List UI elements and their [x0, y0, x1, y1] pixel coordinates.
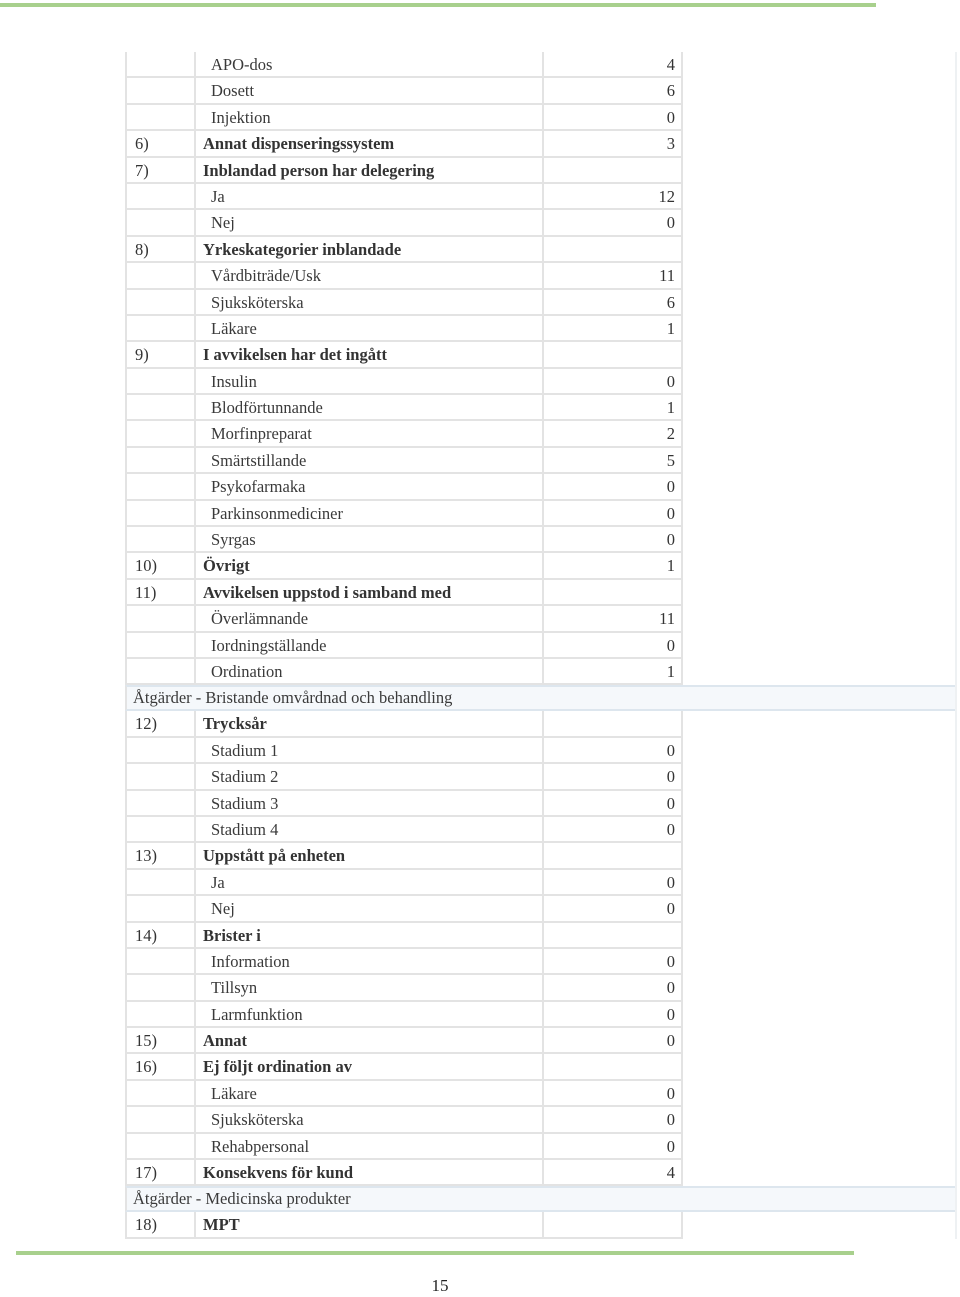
answer-label: Läkare — [196, 316, 544, 342]
question-label: Konsekvens för kund — [196, 1160, 544, 1186]
section-header — [125, 1186, 957, 1212]
answer-row — [125, 78, 957, 104]
answer-row — [125, 1134, 957, 1160]
row-number: 13) — [125, 843, 196, 869]
count-value: 3 — [544, 131, 683, 157]
answer-label: Psykofarmaka — [196, 474, 544, 500]
empty-cell — [683, 1160, 957, 1186]
answer-label: Överlämnande — [196, 606, 544, 632]
count-value: 0 — [544, 1002, 683, 1028]
count-value: 0 — [544, 949, 683, 975]
answer-row — [125, 817, 957, 843]
count-value: 5 — [544, 448, 683, 474]
row-number — [125, 1081, 196, 1107]
answer-label: Ja — [196, 870, 544, 896]
question-row — [125, 711, 957, 737]
empty-cell — [683, 553, 957, 579]
row-number — [125, 501, 196, 527]
empty-cell — [683, 290, 957, 316]
count-value: 1 — [544, 395, 683, 421]
answer-label: Nej — [196, 896, 544, 922]
answer-row — [125, 474, 957, 500]
empty-cell — [683, 527, 957, 553]
empty-cell — [683, 659, 957, 685]
row-number — [125, 369, 196, 395]
answer-label: Vårdbiträde/Usk — [196, 263, 544, 289]
count-value: 0 — [544, 975, 683, 1001]
section-header-label: Åtgärder - Medicinska produkter — [125, 1186, 957, 1212]
answer-row — [125, 659, 957, 685]
answer-row — [125, 1107, 957, 1133]
row-number: 18) — [125, 1212, 196, 1238]
row-number — [125, 606, 196, 632]
question-label: Brister i — [196, 923, 544, 949]
empty-cell — [683, 1212, 957, 1238]
count-value: 11 — [544, 263, 683, 289]
row-number — [125, 764, 196, 790]
count-value — [544, 843, 683, 869]
answer-row — [125, 501, 957, 527]
answer-row — [125, 369, 957, 395]
top-divider — [0, 3, 876, 7]
count-value: 0 — [544, 210, 683, 236]
empty-cell — [683, 1054, 957, 1080]
row-number: 17) — [125, 1160, 196, 1186]
row-number: 12) — [125, 711, 196, 737]
question-label: Yrkeskategorier inblandade — [196, 237, 544, 263]
empty-cell — [683, 448, 957, 474]
section-header — [125, 685, 957, 711]
count-value: 0 — [544, 1081, 683, 1107]
count-value — [544, 923, 683, 949]
empty-cell — [683, 1081, 957, 1107]
answer-row — [125, 791, 957, 817]
answer-row — [125, 949, 957, 975]
count-value: 4 — [544, 1160, 683, 1186]
answer-row — [125, 975, 957, 1001]
question-row — [125, 923, 957, 949]
empty-cell — [683, 184, 957, 210]
answer-label: Ordination — [196, 659, 544, 685]
row-number: 14) — [125, 923, 196, 949]
answer-label: Morfinpreparat — [196, 421, 544, 447]
question-label: Annat — [196, 1028, 544, 1054]
count-value: 0 — [544, 369, 683, 395]
empty-cell — [683, 975, 957, 1001]
count-value — [544, 1054, 683, 1080]
answer-label: Parkinsonmediciner — [196, 501, 544, 527]
answer-row — [125, 606, 957, 632]
answer-label: Iordningställande — [196, 633, 544, 659]
row-number: 15) — [125, 1028, 196, 1054]
row-number — [125, 1134, 196, 1160]
count-value: 0 — [544, 527, 683, 553]
answer-row — [125, 764, 957, 790]
answer-row — [125, 1002, 957, 1028]
empty-cell — [683, 633, 957, 659]
row-number: 9) — [125, 342, 196, 368]
question-row — [125, 580, 957, 606]
question-label: Trycksår — [196, 711, 544, 737]
empty-cell — [683, 421, 957, 447]
empty-cell — [683, 711, 957, 737]
empty-cell — [683, 580, 957, 606]
answer-label: Smärtstillande — [196, 448, 544, 474]
answer-label: Information — [196, 949, 544, 975]
question-row — [125, 237, 957, 263]
empty-cell — [683, 342, 957, 368]
answer-row — [125, 870, 957, 896]
empty-cell — [683, 131, 957, 157]
row-number — [125, 52, 196, 78]
answer-row — [125, 290, 957, 316]
answer-row — [125, 184, 957, 210]
answer-label: Ja — [196, 184, 544, 210]
row-number — [125, 105, 196, 131]
empty-cell — [683, 896, 957, 922]
count-value: 1 — [544, 659, 683, 685]
count-value — [544, 1212, 683, 1238]
row-number — [125, 975, 196, 1001]
question-row — [125, 158, 957, 184]
empty-cell — [683, 474, 957, 500]
count-value: 4 — [544, 52, 683, 78]
count-value: 11 — [544, 606, 683, 632]
question-row — [125, 1160, 957, 1186]
row-number — [125, 263, 196, 289]
row-number — [125, 1002, 196, 1028]
answer-row — [125, 263, 957, 289]
count-value: 0 — [544, 817, 683, 843]
count-value: 0 — [544, 1028, 683, 1054]
empty-cell — [683, 870, 957, 896]
answer-label: Blodförtunnande — [196, 395, 544, 421]
empty-cell — [683, 764, 957, 790]
empty-cell — [683, 316, 957, 342]
answer-row — [125, 421, 957, 447]
empty-cell — [683, 923, 957, 949]
question-label: Övrigt — [196, 553, 544, 579]
question-row — [125, 131, 957, 157]
empty-cell — [683, 843, 957, 869]
answer-row — [125, 633, 957, 659]
answer-label: Sjuksköterska — [196, 1107, 544, 1133]
row-number — [125, 448, 196, 474]
answer-label: Insulin — [196, 369, 544, 395]
count-value — [544, 711, 683, 737]
row-number — [125, 738, 196, 764]
answer-row — [125, 316, 957, 342]
row-number: 11) — [125, 580, 196, 606]
question-row — [125, 1212, 957, 1238]
page-number: 15 — [431, 1276, 449, 1295]
count-value: 6 — [544, 290, 683, 316]
answer-row — [125, 448, 957, 474]
count-value: 0 — [544, 501, 683, 527]
row-number — [125, 184, 196, 210]
empty-cell — [683, 1002, 957, 1028]
row-number: 6) — [125, 131, 196, 157]
question-label: Uppstått på enheten — [196, 843, 544, 869]
question-label: I avvikelsen har det ingått — [196, 342, 544, 368]
empty-cell — [683, 606, 957, 632]
count-value: 0 — [544, 474, 683, 500]
row-number — [125, 1107, 196, 1133]
empty-cell — [683, 817, 957, 843]
count-value — [544, 237, 683, 263]
empty-cell — [683, 1134, 957, 1160]
count-value: 0 — [544, 738, 683, 764]
empty-cell — [683, 791, 957, 817]
count-value: 0 — [544, 1107, 683, 1133]
empty-cell — [683, 369, 957, 395]
question-row — [125, 1028, 957, 1054]
count-value — [544, 158, 683, 184]
count-value: 0 — [544, 1134, 683, 1160]
row-number — [125, 210, 196, 236]
empty-cell — [683, 1028, 957, 1054]
row-number — [125, 791, 196, 817]
row-number: 16) — [125, 1054, 196, 1080]
row-number — [125, 316, 196, 342]
empty-cell — [683, 738, 957, 764]
question-label: Annat dispenseringssystem — [196, 131, 544, 157]
answer-row — [125, 527, 957, 553]
empty-cell — [683, 78, 957, 104]
count-value: 0 — [544, 791, 683, 817]
question-label: MPT — [196, 1212, 544, 1238]
empty-cell — [683, 263, 957, 289]
count-value: 0 — [544, 633, 683, 659]
empty-cell — [683, 395, 957, 421]
answer-label: Nej — [196, 210, 544, 236]
row-number — [125, 817, 196, 843]
row-number — [125, 633, 196, 659]
question-row — [125, 342, 957, 368]
count-value: 1 — [544, 316, 683, 342]
answer-label: Stadium 2 — [196, 764, 544, 790]
row-number — [125, 474, 196, 500]
answer-label: Läkare — [196, 1081, 544, 1107]
row-number: 8) — [125, 237, 196, 263]
bottom-divider — [16, 1251, 854, 1255]
answer-label: APO-dos — [196, 52, 544, 78]
empty-cell — [683, 158, 957, 184]
question-row — [125, 553, 957, 579]
answer-label: Stadium 1 — [196, 738, 544, 764]
row-number — [125, 395, 196, 421]
answer-label: Sjuksköterska — [196, 290, 544, 316]
answer-label: Stadium 3 — [196, 791, 544, 817]
count-value — [544, 342, 683, 368]
row-number — [125, 896, 196, 922]
question-label: Inblandad person har delegering — [196, 158, 544, 184]
answer-row — [125, 210, 957, 236]
count-value: 2 — [544, 421, 683, 447]
answer-row — [125, 896, 957, 922]
answer-label: Larmfunktion — [196, 1002, 544, 1028]
question-label: Avvikelsen uppstod i samband med — [196, 580, 544, 606]
row-number — [125, 659, 196, 685]
empty-cell — [683, 105, 957, 131]
count-value: 0 — [544, 870, 683, 896]
row-number — [125, 527, 196, 553]
count-value: 0 — [544, 764, 683, 790]
answer-label: Rehabpersonal — [196, 1134, 544, 1160]
answer-row — [125, 1081, 957, 1107]
count-value: 6 — [544, 78, 683, 104]
report-table — [125, 52, 957, 1239]
empty-cell — [683, 1107, 957, 1133]
empty-cell — [683, 949, 957, 975]
count-value — [544, 580, 683, 606]
count-value: 0 — [544, 896, 683, 922]
row-number — [125, 870, 196, 896]
row-number — [125, 421, 196, 447]
answer-label: Injektion — [196, 105, 544, 131]
empty-cell — [683, 237, 957, 263]
empty-cell — [683, 501, 957, 527]
empty-cell — [683, 210, 957, 236]
empty-cell — [683, 52, 957, 78]
section-header-label: Åtgärder - Bristande omvårdnad och behandling — [125, 685, 957, 711]
table-right-border — [955, 52, 957, 1239]
count-value: 1 — [544, 553, 683, 579]
answer-row — [125, 52, 957, 78]
answer-label: Stadium 4 — [196, 817, 544, 843]
row-number — [125, 290, 196, 316]
answer-label: Dosett — [196, 78, 544, 104]
answer-row — [125, 395, 957, 421]
answer-row — [125, 105, 957, 131]
answer-row — [125, 738, 957, 764]
question-label: Ej följt ordination av — [196, 1054, 544, 1080]
row-number: 10) — [125, 553, 196, 579]
row-number — [125, 78, 196, 104]
count-value: 0 — [544, 105, 683, 131]
question-row — [125, 843, 957, 869]
answer-label: Syrgas — [196, 527, 544, 553]
count-value: 12 — [544, 184, 683, 210]
row-number — [125, 949, 196, 975]
answer-label: Tillsyn — [196, 975, 544, 1001]
row-number: 7) — [125, 158, 196, 184]
question-row — [125, 1054, 957, 1080]
